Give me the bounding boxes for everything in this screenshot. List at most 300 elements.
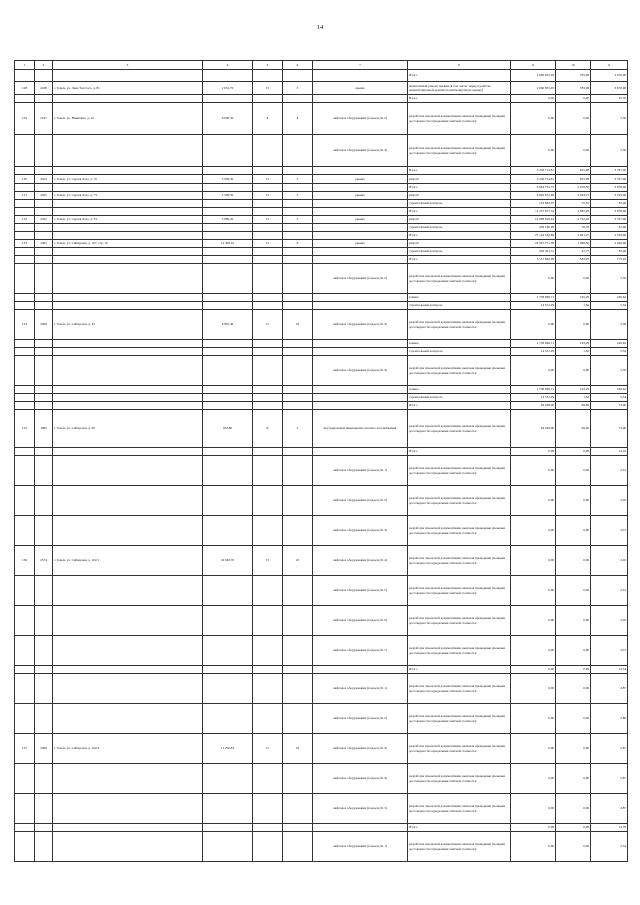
table-row [15, 410, 628, 448]
row-number-cell: 130 [15, 175, 35, 184]
house-id-cell: 2438 [35, 82, 53, 95]
floors-cell: 5 [283, 192, 313, 200]
row-number-cell [15, 764, 35, 794]
unit-cost-cell: 0,00 [556, 674, 591, 704]
unit-cost-cell: 0,00 [556, 546, 591, 576]
floors-cell [283, 386, 313, 394]
area-cell [203, 256, 253, 264]
max-unit-cost-cell: 5,34 [591, 302, 628, 310]
structural-element-cell: крыша [313, 82, 408, 95]
address-cell [53, 356, 203, 386]
row-number-cell [15, 184, 35, 192]
row-number-cell [15, 674, 35, 704]
work-type-cell: Итого [408, 448, 511, 456]
structural-element-cell [313, 167, 408, 175]
structural-element-cell [313, 386, 408, 394]
header-cell: 5 [253, 61, 283, 70]
address-cell [53, 135, 203, 167]
row-number-cell [15, 386, 35, 394]
house-id-cell: 2454 [35, 175, 53, 184]
max-unit-cost-cell: 3 797,00 [591, 167, 628, 175]
row-number-cell [15, 294, 35, 302]
work-type-cell: Итого [408, 824, 511, 832]
structural-element-cell [313, 200, 408, 208]
max-unit-cost-cell: 2,02 [591, 486, 628, 516]
table-row [15, 224, 628, 232]
cost-cell: 0,00 [511, 636, 556, 666]
work-type-cell: разработка проектной документации, включая проведение проверки достоверности определения сметной стоимости [408, 410, 511, 448]
cost-cell: 3 230 714,81 [511, 175, 556, 184]
structural-element-cell [313, 302, 408, 310]
cost-cell: 0,00 [511, 95, 556, 103]
area-cell [203, 402, 253, 410]
max-unit-cost-cell: 3 878,00 [591, 208, 628, 216]
table-row [15, 208, 628, 216]
table-row [15, 103, 628, 135]
cost-cell: 143 883,07 [511, 200, 556, 208]
table-row [15, 666, 628, 674]
address-cell: г. Томск, ул. Никитина, д. 12 [53, 103, 203, 135]
row-number-cell [15, 666, 35, 674]
table-row [15, 348, 628, 356]
max-unit-cost-cell: 10,76 [591, 95, 628, 103]
unit-cost-cell: 0,00 [556, 448, 591, 456]
area-cell [203, 386, 253, 394]
structural-element-cell [313, 208, 408, 216]
floors-cell [283, 167, 313, 175]
structural-element-cell: лифтовое оборудование (подъезд № 2) [313, 486, 408, 516]
structural-element-cell: лифтовое оборудование (подъезд № 4) [313, 764, 408, 794]
house-id-cell [35, 232, 53, 240]
wall-material-cell [253, 704, 283, 734]
max-unit-cost-cell: 249,62 [591, 340, 628, 348]
max-unit-cost-cell: 14,78 [591, 824, 628, 832]
unit-cost-cell: 0,00 [556, 636, 591, 666]
row-number-cell [15, 256, 35, 264]
unit-cost-cell: 0,00 [556, 103, 591, 135]
max-unit-cost-cell: 2,87 [591, 734, 628, 764]
work-type-cell: разработка проектной документации, включая проведение проверки достоверности определения сметной стоимости [408, 764, 511, 794]
area-cell [203, 606, 253, 636]
house-id-cell [35, 256, 53, 264]
address-cell [53, 70, 203, 82]
table-row [15, 824, 628, 832]
max-unit-cost-cell: 3 797,00 [591, 175, 628, 184]
wall-material-cell: П [253, 216, 283, 224]
structural-element-cell: крыша [313, 216, 408, 224]
work-type-cell: разработка проектной документации, включая проведение проверки достоверности определения сметной стоимости [408, 832, 511, 862]
table-row [15, 402, 628, 410]
row-number-cell [15, 200, 35, 208]
work-type-cell: разработка проектной документации, включая проведение проверки достоверности определения сметной стоимости [408, 674, 511, 704]
floors-cell [283, 70, 313, 82]
address-cell: г. Томск, ул. Сергея Лазо, д. 33 [53, 216, 203, 224]
house-id-cell [35, 264, 53, 294]
address-cell [53, 402, 203, 410]
structural-element-cell: лифтовое оборудование (подъезд № 2) [313, 704, 408, 734]
structural-element-cell [313, 348, 408, 356]
floors-cell [283, 606, 313, 636]
address-cell [53, 208, 203, 216]
wall-material-cell: П [253, 175, 283, 184]
row-number-cell [15, 794, 35, 824]
floors-cell [283, 200, 313, 208]
unit-cost-cell: 2 624,15 [556, 192, 591, 200]
unit-cost-cell: 1,62 [556, 394, 591, 402]
row-number-cell [15, 302, 35, 310]
row-number-cell [15, 135, 35, 167]
floors-cell [283, 674, 313, 704]
floors-cell: 10 [283, 546, 313, 576]
wall-material-cell [253, 135, 283, 167]
unit-cost-cell: 783,08 [556, 82, 591, 95]
structural-element-cell [313, 294, 408, 302]
floors-cell [283, 135, 313, 167]
structural-element-cell [313, 248, 408, 256]
wall-material-cell [253, 486, 283, 516]
structural-element-cell [313, 666, 408, 674]
address-cell [53, 456, 203, 486]
house-id-cell: 1985 [35, 410, 53, 448]
row-number-cell [15, 576, 35, 606]
cost-cell: 5 157 862,90 [511, 256, 556, 264]
floors-cell [283, 356, 313, 386]
structural-element-cell [313, 340, 408, 348]
address-cell [53, 394, 203, 402]
table-row [15, 95, 628, 103]
wall-material-cell [253, 294, 283, 302]
row-number-cell [15, 224, 35, 232]
address-cell [53, 386, 203, 394]
max-unit-cost-cell: 5,34 [591, 394, 628, 402]
floors-cell [283, 832, 313, 862]
address-cell [53, 704, 203, 734]
address-cell [53, 294, 203, 302]
row-number-cell [15, 448, 35, 456]
area-cell: 16 028,70 [203, 546, 253, 576]
cost-cell: 25 124 162,89 [511, 232, 556, 240]
structural-element-cell [313, 448, 408, 456]
wall-material-cell [253, 70, 283, 82]
work-type-cell: замена [408, 340, 511, 348]
floors-cell: 5 [283, 175, 313, 184]
house-id-cell [35, 666, 53, 674]
house-id-cell [35, 302, 53, 310]
wall-material-cell [253, 167, 283, 175]
header-cell: 11 [591, 61, 628, 70]
cost-cell: 0,00 [511, 264, 556, 294]
unit-cost-cell: 59,76 [556, 224, 591, 232]
row-number-cell [15, 516, 35, 546]
row-number-cell [15, 636, 35, 666]
house-id-cell [35, 224, 53, 232]
house-id-cell [35, 516, 53, 546]
work-type-cell: разработка проектной документации, включая проведение проверки достоверности определения сметной стоимости [408, 546, 511, 576]
max-unit-cost-cell: 2,87 [591, 794, 628, 824]
row-number-cell [15, 402, 35, 410]
work-type-cell: строительный контроль [408, 348, 511, 356]
max-unit-cost-cell: 14,34 [591, 666, 628, 674]
address-cell [53, 832, 203, 862]
unit-cost-cell: 0,00 [556, 704, 591, 734]
work-type-cell: Итого [408, 256, 511, 264]
address-cell [53, 794, 203, 824]
unit-cost-cell: 1,62 [556, 302, 591, 310]
area-cell [203, 224, 253, 232]
max-unit-cost-cell: 83,00 [591, 248, 628, 256]
unit-cost-cell: 583,05 [556, 256, 591, 264]
work-type-cell: Итого [408, 666, 511, 674]
max-unit-cost-cell: 73,00 [591, 410, 628, 448]
max-unit-cost-cell: 2,86 [591, 704, 628, 734]
max-unit-cost-cell: 5,34 [591, 348, 628, 356]
structural-element-cell [313, 224, 408, 232]
area-cell [203, 636, 253, 666]
cost-cell: 14 551,29 [511, 302, 556, 310]
max-unit-cost-cell: 2,01 [591, 516, 628, 546]
table-row [15, 386, 628, 394]
table-row [15, 606, 628, 636]
house-id-cell [35, 348, 53, 356]
unit-cost-cell: 0,00 [556, 666, 591, 674]
wall-material-cell [253, 256, 283, 264]
wall-material-cell [253, 248, 283, 256]
floors-cell [283, 576, 313, 606]
cost-cell: 2 060 855,03 [511, 82, 556, 95]
structural-element-cell: лифтовое оборудование (подъезд № 1) [313, 674, 408, 704]
address-cell [53, 606, 203, 636]
max-unit-cost-cell: 3 795,00 [591, 192, 628, 200]
row-number-cell [15, 356, 35, 386]
max-unit-cost-cell: 249,62 [591, 294, 628, 302]
address-cell: г. Томск, ул. Сибирская, д. 90 [53, 410, 203, 448]
max-unit-cost-cell: 14,10 [591, 448, 628, 456]
table-row [15, 200, 628, 208]
wall-material-cell [253, 232, 283, 240]
unit-cost-cell: 0,00 [556, 135, 591, 167]
unit-cost-cell: 2 762,46 [556, 216, 591, 224]
cost-cell: 0,00 [511, 448, 556, 456]
house-id-cell [35, 394, 53, 402]
area-cell: 2 631,70 [203, 82, 253, 95]
wall-material-cell [253, 516, 283, 546]
row-number-cell: 137 [15, 734, 35, 764]
area-cell: 12 308,10 [203, 240, 253, 248]
cost-cell: 0,00 [511, 832, 556, 862]
page-number: 14 [316, 24, 324, 31]
table-row [15, 82, 628, 95]
max-unit-cost-cell: 3 670,00 [591, 70, 628, 82]
area-cell [203, 356, 253, 386]
work-type-cell: разработка проектной документации, включая проведение проверки достоверности определения сметной стоимости [408, 356, 511, 386]
house-id-cell [35, 294, 53, 302]
address-cell [53, 348, 203, 356]
house-id-cell [35, 704, 53, 734]
unit-cost-cell: 55,35 [556, 200, 591, 208]
wall-material-cell: П [253, 82, 283, 95]
table-row [15, 674, 628, 704]
table-row [15, 70, 628, 82]
floors-cell [283, 340, 313, 348]
work-type-cell: разработка проектной документации, включая проведение проверки достоверности определения сметной стоимости [408, 456, 511, 486]
floors-cell: 10 [283, 310, 313, 340]
cost-cell: 0,00 [511, 516, 556, 546]
header-row [15, 61, 628, 70]
address-cell [53, 224, 203, 232]
work-type-cell: ремонт [408, 216, 511, 224]
row-number-cell: 135 [15, 410, 35, 448]
cost-cell: 0,00 [511, 135, 556, 167]
cost-cell: 0,00 [511, 824, 556, 832]
table-row [15, 310, 628, 340]
house-id-cell [35, 95, 53, 103]
work-type-cell: Итого [408, 184, 511, 192]
table-row [15, 256, 628, 264]
area-cell [203, 70, 253, 82]
row-number-cell [15, 232, 35, 240]
max-unit-cost-cell: 2,54 [591, 832, 628, 862]
area-cell [203, 208, 253, 216]
row-number-cell [15, 264, 35, 294]
row-number-cell: 129 [15, 103, 35, 135]
row-number-cell [15, 95, 35, 103]
floors-cell [283, 232, 313, 240]
cost-cell: 1 738 069,71 [511, 294, 556, 302]
work-type-cell: ремонт [408, 175, 511, 184]
work-type-cell: разработка проектной документации, включая проведение проверки достоверности определения сметной стоимости [408, 576, 511, 606]
structural-element-cell: лифтовое оборудование (подъезд № 1) [313, 832, 408, 862]
cost-cell: 0,00 [511, 546, 556, 576]
address-cell [53, 636, 203, 666]
unit-cost-cell: 2 882,20 [556, 208, 591, 216]
house-id-cell [35, 448, 53, 456]
structural-element-cell [313, 394, 408, 402]
unit-cost-cell: 69,00 [556, 402, 591, 410]
floors-cell [283, 456, 313, 486]
row-number-cell: 128 [15, 82, 35, 95]
address-cell [53, 448, 203, 456]
wall-material-cell [253, 576, 283, 606]
row-number-cell [15, 486, 35, 516]
cost-cell: 6 820 872,66 [511, 192, 556, 200]
structural-element-cell: лифтовое оборудование (подъезд № 7) [313, 636, 408, 666]
wall-material-cell [253, 184, 283, 192]
wall-material-cell [253, 302, 283, 310]
area-cell [203, 576, 253, 606]
floors-cell: 9 [283, 240, 313, 248]
address-cell [53, 167, 203, 175]
house-id-cell [35, 486, 53, 516]
work-type-cell: разработка проектной документации, включая проведение проверки достоверности определения сметной стоимости [408, 264, 511, 294]
table-row [15, 394, 628, 402]
wall-material-cell [253, 402, 283, 410]
max-unit-cost-cell: 5,38 [591, 103, 628, 135]
row-number-cell [15, 704, 35, 734]
work-type-cell: ремонт [408, 240, 511, 248]
unit-cost-cell: 0,00 [556, 264, 591, 294]
wall-material-cell: К [253, 410, 283, 448]
max-unit-cost-cell: 5,39 [591, 310, 628, 340]
structural-element-cell: лифтовое оборудование (подъезд № 5) [313, 576, 408, 606]
area-cell [203, 448, 253, 456]
unit-cost-cell: 193,29 [556, 340, 591, 348]
table-row [15, 248, 628, 256]
address-cell [53, 576, 203, 606]
work-type-cell: разработка проектной документации, включая проведение проверки достоверности определения сметной стоимости [408, 794, 511, 824]
max-unit-cost-cell: 249,62 [591, 386, 628, 394]
address-cell: г. Томск, ул. Льва Толстого, д. 81 [53, 82, 203, 95]
structural-element-cell [313, 402, 408, 410]
cost-cell: 0,00 [511, 356, 556, 386]
max-unit-cost-cell: 5,39 [591, 264, 628, 294]
wall-material-cell: Б [253, 103, 283, 135]
unit-cost-cell: 42,77 [556, 248, 591, 256]
row-number-cell [15, 248, 35, 256]
unit-cost-cell: 0,00 [556, 576, 591, 606]
wall-material-cell [253, 606, 283, 636]
area-cell: 3 959,30 [203, 175, 253, 184]
area-cell: 2 599,30 [203, 192, 253, 200]
area-cell [203, 264, 253, 294]
structural-element-cell: лифтовое оборудование (подъезд № 1) [313, 456, 408, 486]
wall-material-cell [253, 832, 283, 862]
house-id-cell [35, 832, 53, 862]
unit-cost-cell: 783,08 [556, 70, 591, 82]
wall-material-cell: П [253, 734, 283, 764]
cost-cell: 0,00 [511, 310, 556, 340]
floors-cell [283, 264, 313, 294]
structural-element-cell: лифтовое оборудование (подъезд № 3) [313, 135, 408, 167]
house-id-cell [35, 794, 53, 824]
cost-cell: 14 551,29 [511, 394, 556, 402]
area-cell [203, 674, 253, 704]
address-cell: г. Томск, ул. Сибирская, д. 102/3 [53, 734, 203, 764]
floors-cell [283, 294, 313, 302]
wall-material-cell [253, 264, 283, 294]
row-number-cell [15, 456, 35, 486]
house-id-cell [35, 764, 53, 794]
floors-cell [283, 402, 313, 410]
work-type-cell: разработка проектной документации, включая проведение проверки достоверности определения сметной стоимости [408, 516, 511, 546]
address-cell [53, 302, 203, 310]
cost-cell: 3 230 714,81 [511, 167, 556, 175]
cost-cell: 0,00 [511, 486, 556, 516]
wall-material-cell [253, 95, 283, 103]
structural-element-cell: внутридомовая инженерная система газоснабжения [313, 410, 408, 448]
area-cell [203, 302, 253, 310]
work-type-cell: разработка проектной документации, включая проведение проверки достоверности определения сметной стоимости [408, 310, 511, 340]
row-number-cell [15, 394, 35, 402]
header-cell: 1 [15, 61, 35, 70]
max-unit-cost-cell: 2 529,00 [591, 232, 628, 240]
cost-cell: 0,00 [511, 606, 556, 636]
address-cell [53, 340, 203, 348]
wall-material-cell [253, 386, 283, 394]
floors-cell [283, 448, 313, 456]
table-row [15, 175, 628, 184]
work-type-cell: ремонт [408, 192, 511, 200]
wall-material-cell [253, 224, 283, 232]
area-cell [203, 832, 253, 862]
unit-cost-cell: 0,00 [556, 794, 591, 824]
area-cell [203, 340, 253, 348]
address-cell [53, 256, 203, 264]
table-row [15, 184, 628, 192]
work-type-cell: разработка проектной документации, включая проведение проверки достоверности определения сметной стоимости [408, 486, 511, 516]
cost-cell: 24 597 771,58 [511, 240, 556, 248]
work-type-cell: строительный контроль [408, 200, 511, 208]
structural-element-cell: крыша [313, 240, 408, 248]
